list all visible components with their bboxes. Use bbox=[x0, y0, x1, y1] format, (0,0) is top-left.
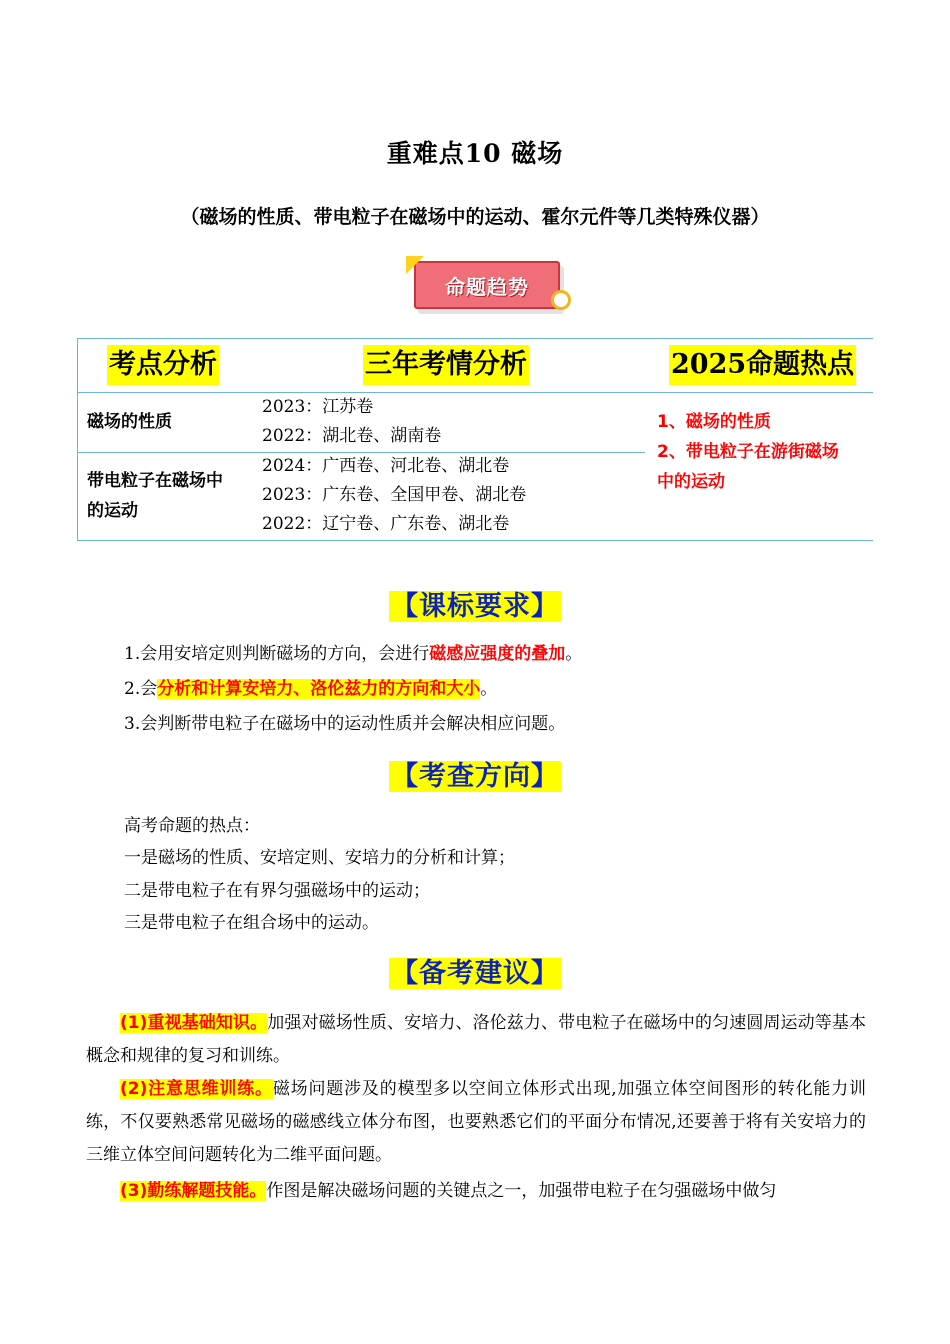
hot-item: 中的运动 bbox=[657, 472, 725, 492]
direction-line: 一是磁场的性质、安培定则、安培力的分析和计算； bbox=[124, 848, 515, 868]
section-title: 【备考建议】 bbox=[391, 958, 559, 989]
page-subtitle: （磁场的性质、带电粒子在磁场中的运动、霍尔元件等几类特殊仪器） bbox=[180, 206, 770, 228]
corner-triangle-icon bbox=[406, 256, 424, 274]
hot-topics bbox=[657, 407, 867, 497]
row-exam: 2022：辽宁卷、广东卷、湖北卷 bbox=[262, 514, 510, 534]
requirement-3: 3.会判断带电粒子在磁场中的运动性质并会解决相应问题。 bbox=[124, 714, 566, 734]
ring-icon bbox=[551, 290, 571, 310]
section-title: 【考查方向】 bbox=[391, 761, 559, 792]
direction-line: 高考命题的热点： bbox=[124, 816, 260, 836]
advice-paragraph: (1)重视基础知识。加强对磁场性质、安培力、洛伦兹力、带电粒子在磁场中的匀速圆周运动等基本概念和规律的复习和训练。 bbox=[86, 1013, 866, 1066]
page-title: 重难点10 磁场 bbox=[386, 139, 564, 168]
trend-badge bbox=[404, 256, 572, 318]
table-border bbox=[77, 338, 873, 339]
row-topic: 磁场的性质 bbox=[87, 412, 172, 432]
row-exam: 2023：江苏卷 bbox=[262, 397, 374, 417]
table-border bbox=[77, 392, 873, 393]
table-border bbox=[77, 338, 78, 541]
row-exam: 2024：广西卷、河北卷、湖北卷 bbox=[262, 456, 510, 476]
row-exam: 2023：广东卷、全国甲卷、湖北卷 bbox=[262, 485, 527, 505]
table-border bbox=[77, 540, 873, 541]
header-analysis: 三年考情分析 bbox=[363, 345, 529, 385]
requirement-1: 1.会用安培定则判断磁场的方向，会进行磁感应强度的叠加。 bbox=[124, 644, 583, 664]
section-requirements bbox=[0, 584, 950, 623]
section-advice bbox=[0, 951, 950, 990]
row-exam: 2022：湖北卷、湖南卷 bbox=[262, 426, 442, 446]
direction-line: 二是带电粒子在有界匀强磁场中的运动； bbox=[124, 881, 430, 901]
badge-label: 命题趋势 bbox=[414, 261, 560, 309]
section-title: 【课标要求】 bbox=[391, 591, 559, 622]
row-topic: 带电粒子在磁场中 bbox=[87, 471, 223, 491]
hot-item: 1、磁场的性质 bbox=[657, 412, 771, 432]
advice-paragraph: (3)勤练解题技能。作图是解决磁场问题的关键点之一，加强带电粒子在匀强磁场中做匀 bbox=[120, 1181, 777, 1201]
row-topic: 的运动 bbox=[87, 501, 138, 521]
advice-paragraph: (2)注意思维训练。磁场问题涉及的模型多以空间立体形式出现,加强立体空间图形的转化能力训练，不仅要熟悉常见磁场的磁感线立体分布图，也要熟悉它们的平面分布情况,还要善于将有关安培力的三维立体空间问题转化为二维平面问题。 bbox=[86, 1079, 866, 1165]
header-hot: 2025命题热点 bbox=[669, 345, 856, 385]
requirement-2: 2.会分析和计算安培力、洛伦兹力的方向和大小。 bbox=[124, 679, 498, 699]
direction-line: 三是带电粒子在组合场中的运动。 bbox=[124, 913, 379, 933]
header-topic: 考点分析 bbox=[107, 345, 219, 385]
hot-item: 2、带电粒子在游街磁场 bbox=[657, 442, 839, 462]
section-direction bbox=[0, 754, 950, 793]
